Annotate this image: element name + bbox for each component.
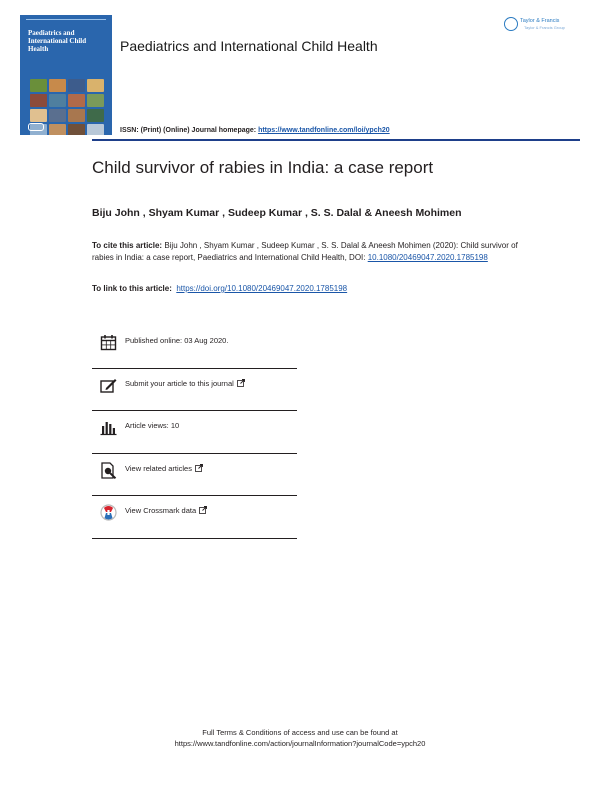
article-views-item [92,411,297,454]
cover-publisher-logo [28,123,44,131]
article-title: Child survivor of rabies in India: a case report [92,158,434,177]
doi-link[interactable]: 10.1080/20469047.2020.1785198 [367,252,488,262]
article-views-label: Article views: 10 [125,421,180,430]
crossmark-item[interactable] [92,496,297,539]
publisher-logo-icon [504,17,518,31]
cover-rule [26,19,106,22]
submit-article-label: Submit your article to this journal [125,378,234,388]
cite-label: To cite this article: [92,241,163,250]
related-articles-item[interactable] [92,454,297,497]
article-authors: Biju John , Shyam Kumar , Sudeep Kumar , S. S. Dalal & Aneesh Mohimen [92,207,462,219]
issn-label: ISSN: (Print) (Online) Journal homepage: [120,127,257,134]
submit-article-link[interactable] [125,379,245,388]
article-link-line [92,284,347,293]
footer-terms [0,727,600,749]
article-doi-url-link[interactable]: https://doi.org/10.1080/20469047.2020.1785198 [176,284,348,293]
publisher-logo-name: Taylor & Francis [520,18,560,24]
calendar-icon [100,334,117,351]
journal-cover-image [20,15,112,135]
publisher-logo[interactable] [510,17,565,33]
edit-icon [100,377,117,394]
journal-title[interactable]: Paediatrics and International Child Health [120,38,378,54]
published-online-label: Published online: 03 Aug 2020. [125,336,229,345]
crossmark-label: View Crossmark data [125,506,197,515]
crossmark-link[interactable] [125,506,207,515]
search-document-icon [100,462,117,479]
footer-terms-url[interactable]: https://www.tandfonline.com/action/journalInformation?journalCode=ypch20 [174,739,426,748]
journal-homepage-link[interactable]: https://www.tandfonline.com/loi/ypch20 [258,127,390,134]
citation-block [92,240,524,263]
published-online-item [92,326,297,369]
related-articles-label: View related articles [125,463,192,473]
footer-terms-text: Full Terms & Conditions of access and use can be found at [202,728,398,737]
cover-title: Paediatrics and International Child Health [28,29,87,53]
submit-article-item[interactable] [92,369,297,412]
article-actions-list [92,326,297,539]
cite-text: Biju John , Shyam Kumar , Sudeep Kumar , S. S. Dalal & Aneesh Mohimen (2020): Child survivor of rabies in India: a case report, Paediatrics and International Child Health, DOI: [92,241,518,262]
external-link-icon [195,464,203,472]
external-link-icon [237,379,245,387]
bar-chart-icon [100,419,117,436]
issn-line [120,127,390,134]
external-link-icon [199,506,207,514]
header-divider [92,139,580,141]
crossmark-icon [100,504,117,521]
link-label: To link to this article: [92,284,172,293]
related-articles-link[interactable] [125,464,203,473]
publisher-logo-group: Taylor & Francis Group [524,25,565,30]
